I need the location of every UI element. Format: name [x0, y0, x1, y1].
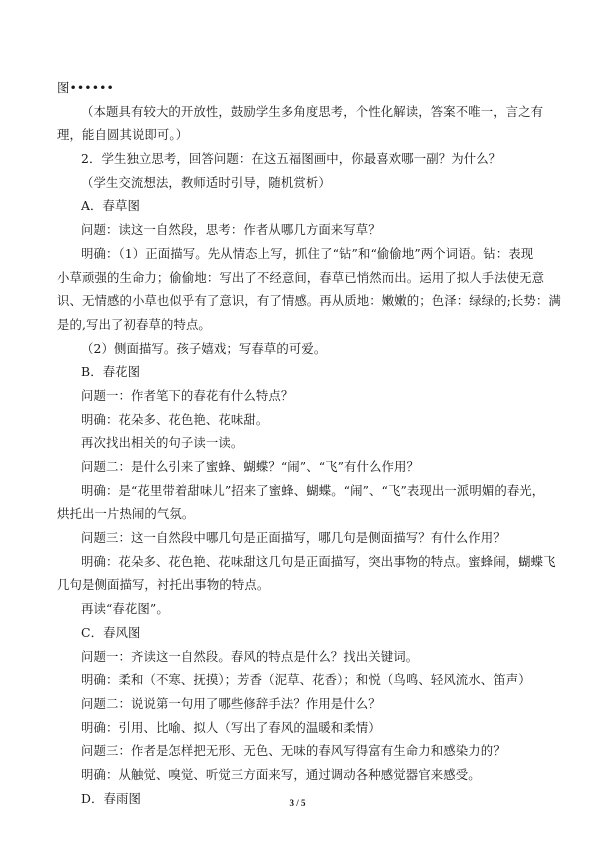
text-line: 明确：从触觉、嗅觉、听觉三方面来写，通过调动各种感觉器官来感受。	[81, 766, 481, 782]
text-line: 问题三：这一自然段中哪几句是正面描写，哪几句是侧面描写？有什么作用？	[81, 530, 506, 546]
text-line: 问题二：说说第一句用了哪些修辞手法？作用是什么？	[81, 695, 381, 711]
text-line: C．春风图	[81, 624, 141, 640]
text-line: （学生交流想法，教师适时引导，随机赏析）	[81, 174, 331, 190]
text-line: 是的,写出了初春草的特点。	[57, 316, 211, 332]
text-line: 2．学生独立思考，回答问题：在这五福图画中，你最喜欢哪一副？为什么？	[81, 151, 502, 167]
page-number: 3 / 5	[289, 798, 306, 808]
text-line: 再读“春花图”。	[81, 601, 169, 617]
text-line: B．春花图	[81, 364, 141, 380]
text-line: 明确：花朵多、花色艳、花味甜这几句是正面描写，突出事物的特点。蜜蜂闹，蝴蝶飞	[81, 553, 556, 569]
text-line: 明确：是“花里带着甜味儿”招来了蜜蜂、蝴蝶。“闹”、“飞”表现出一派明媚的春光，	[81, 482, 545, 498]
text-line: 小草顽强的生命力；偷偷地：写出了不经意间，春草已悄然而出。运用了拟人手法使无意	[57, 269, 545, 285]
text-line: 问题一：齐读这一自然段。春风的特点是什么？找出关键词。	[81, 648, 419, 664]
text-line: 明确：柔和（不寒、抚摸）；芳香（泥草、花香）；和悦（鸟鸣、轻风流水、笛声）	[81, 672, 531, 688]
text-line: 问题：读这一自然段，思考：作者从哪几方面来写草？	[81, 222, 381, 238]
text-line: （本题具有较大的开放性，鼓励学生多角度思考，个性化解读，答案不唯一，言之有	[81, 103, 544, 119]
text-line: D．春雨图	[81, 790, 141, 806]
text-line: 问题三：作者是怎样把无形、无色、无味的春风写得富有生命力和感染力的？	[81, 743, 506, 759]
text-line: 明确：（1）正面描写。先从情态上写，抓住了“钻”和“偷偷地”两个词语。钻：表现	[81, 245, 534, 261]
text-line: A．春草图	[81, 198, 141, 214]
text-line: （2）侧面描写。孩子嬉戏；写春草的可爱。	[81, 340, 327, 356]
text-line: 再次找出相关的句子读一读。	[81, 435, 244, 451]
text-line: 几句是侧面描写，衬托出事物的特点。	[57, 577, 270, 593]
text-line: 图••••••	[57, 80, 114, 95]
text-line: 问题二：是什么引来了蜜蜂、蝴蝶？“闹”、“飞”有什么作用？	[81, 459, 420, 474]
text-line: 识、无情感的小草也似乎有了意识，有了情感。再从质地：嫩嫩的；色泽：绿绿的;长势：满	[57, 293, 561, 309]
text-line: 明确：引用、比喻、拟人（写出了春风的温暖和柔情）	[81, 719, 381, 735]
document-body	[57, 76, 561, 810]
text-line: 理，能自圆其说即可。）	[57, 127, 189, 143]
text-line: 明确：花朵多、花色艳、花味甜。	[81, 411, 269, 427]
text-line: 烘托出一片热闹的气氛。	[57, 506, 195, 522]
text-line: 问题一：作者笔下的春花有什么特点？	[81, 387, 294, 403]
